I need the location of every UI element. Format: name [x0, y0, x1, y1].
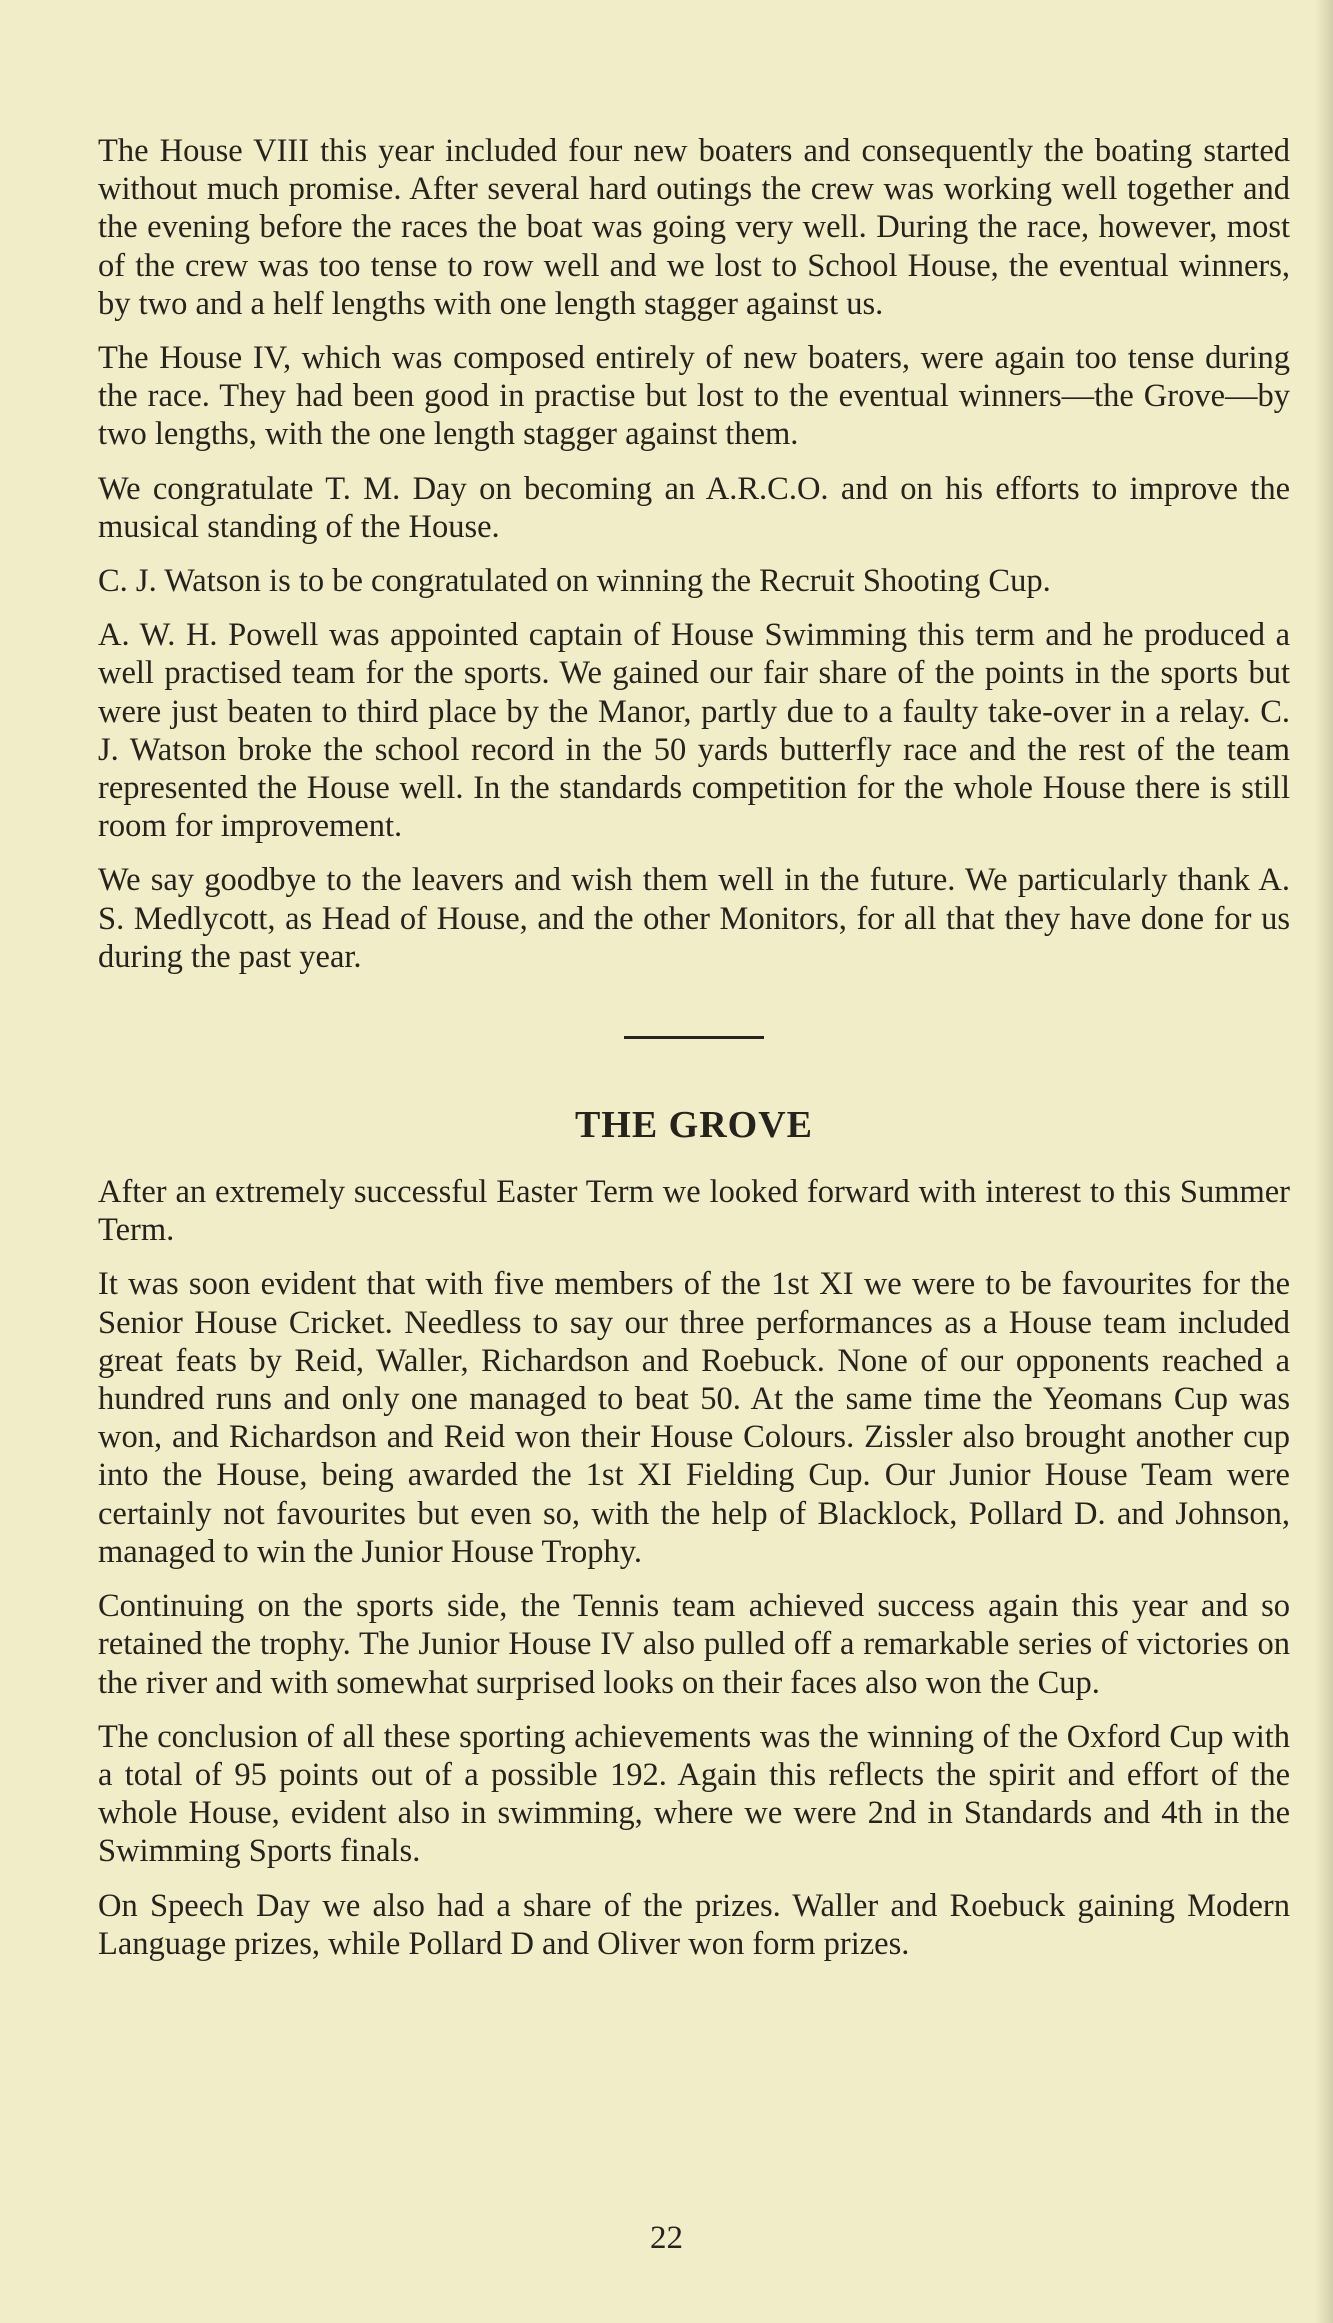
- paragraph: The conclusion of all these sporting achievements was the winning of the Oxford Cup with a total of 95 points out of a possible 192. Again this reflects the spirit and effort of the whole House, evident also in swimming, where we were 2nd in Standards and 4th in the Swimming Sports finals.: [98, 1718, 1290, 1870]
- page-edge-shadow: [1315, 0, 1333, 2323]
- paragraph: The House IV, which was composed entirely of new boaters, were again too tense during the race. They had been good in practise but lost to the eventual winners—the Grove—by two lengths, with the one length stagger against them.: [98, 340, 1290, 453]
- page-number: 22: [650, 2220, 683, 2256]
- page-content: [98, 132, 1290, 1979]
- section-divider: [624, 1036, 764, 1039]
- paragraph: We congratulate T. M. Day on becoming an A.R.C.O. and on his efforts to improve the musical standing of the House.: [98, 470, 1290, 545]
- paragraph: After an extremely successful Easter Term we looked forward with interest to this Summer Term.: [98, 1174, 1290, 1249]
- paragraph: We say goodbye to the leavers and wish them well in the future. We particularly thank A. S. Medlycott, as Head of House, and the other Monitors, for all that they have done for us during the past year.: [98, 862, 1290, 975]
- section-the-grove: [98, 1173, 1290, 1963]
- paragraph: On Speech Day we also had a share of the prizes. Waller and Roebuck gaining Modern Language prizes, while Pollard D and Oliver won form prizes.: [98, 1887, 1290, 1962]
- paragraph: A. W. H. Powell was appointed captain of House Swimming this term and he produced a well practised team for the sports. We gained our fair share of the points in the sports but were just beaten to third place by the Manor, partly due to a faulty take-over in a relay. C. J. Watson broke the school record in the 50 yards butterfly race and the rest of the team represented the House well. In the standards competition for the whole House there is still room for improvement.: [98, 617, 1290, 845]
- section-heading: THE GROVE: [574, 1104, 814, 1147]
- section-house-report: [98, 132, 1290, 976]
- paragraph: Continuing on the sports side, the Tennis team achieved success again this year and so retained the trophy. The Junior House IV also pulled off a remarkable series of victories on the river and with somewhat surprised looks on their faces also won the Cup.: [98, 1588, 1290, 1701]
- paragraph: C. J. Watson is to be congratulated on winning the Recruit Shooting Cup.: [98, 563, 1051, 600]
- paragraph: The House VIII this year included four new boaters and consequently the boating started without much promise. After several hard outings the crew was working well together and the evening before the races the boat was going very well. During the race, however, most of the crew was too tense to row well and we lost to School House, the eventual winners, by two and a helf lengths with one length stagger against us.: [98, 133, 1290, 322]
- paragraph: It was soon evident that with five members of the 1st XI we were to be favourites for the Senior House Cricket. Needless to say our three performances as a House team included great feats by Reid, Waller, Richardson and Roebuck. None of our opponents reached a hundred runs and only one managed to beat 50. At the same time the Yeomans Cup was won, and Richardson and Reid won their House Colours. Zissler also brought another cup into the House, being awarded the 1st XI Fielding Cup. Our Junior House Team were certainly not favourites but even so, with the help of Blacklock, Pollard D. and Johnson, managed to win the Junior House Trophy.: [98, 1266, 1290, 1570]
